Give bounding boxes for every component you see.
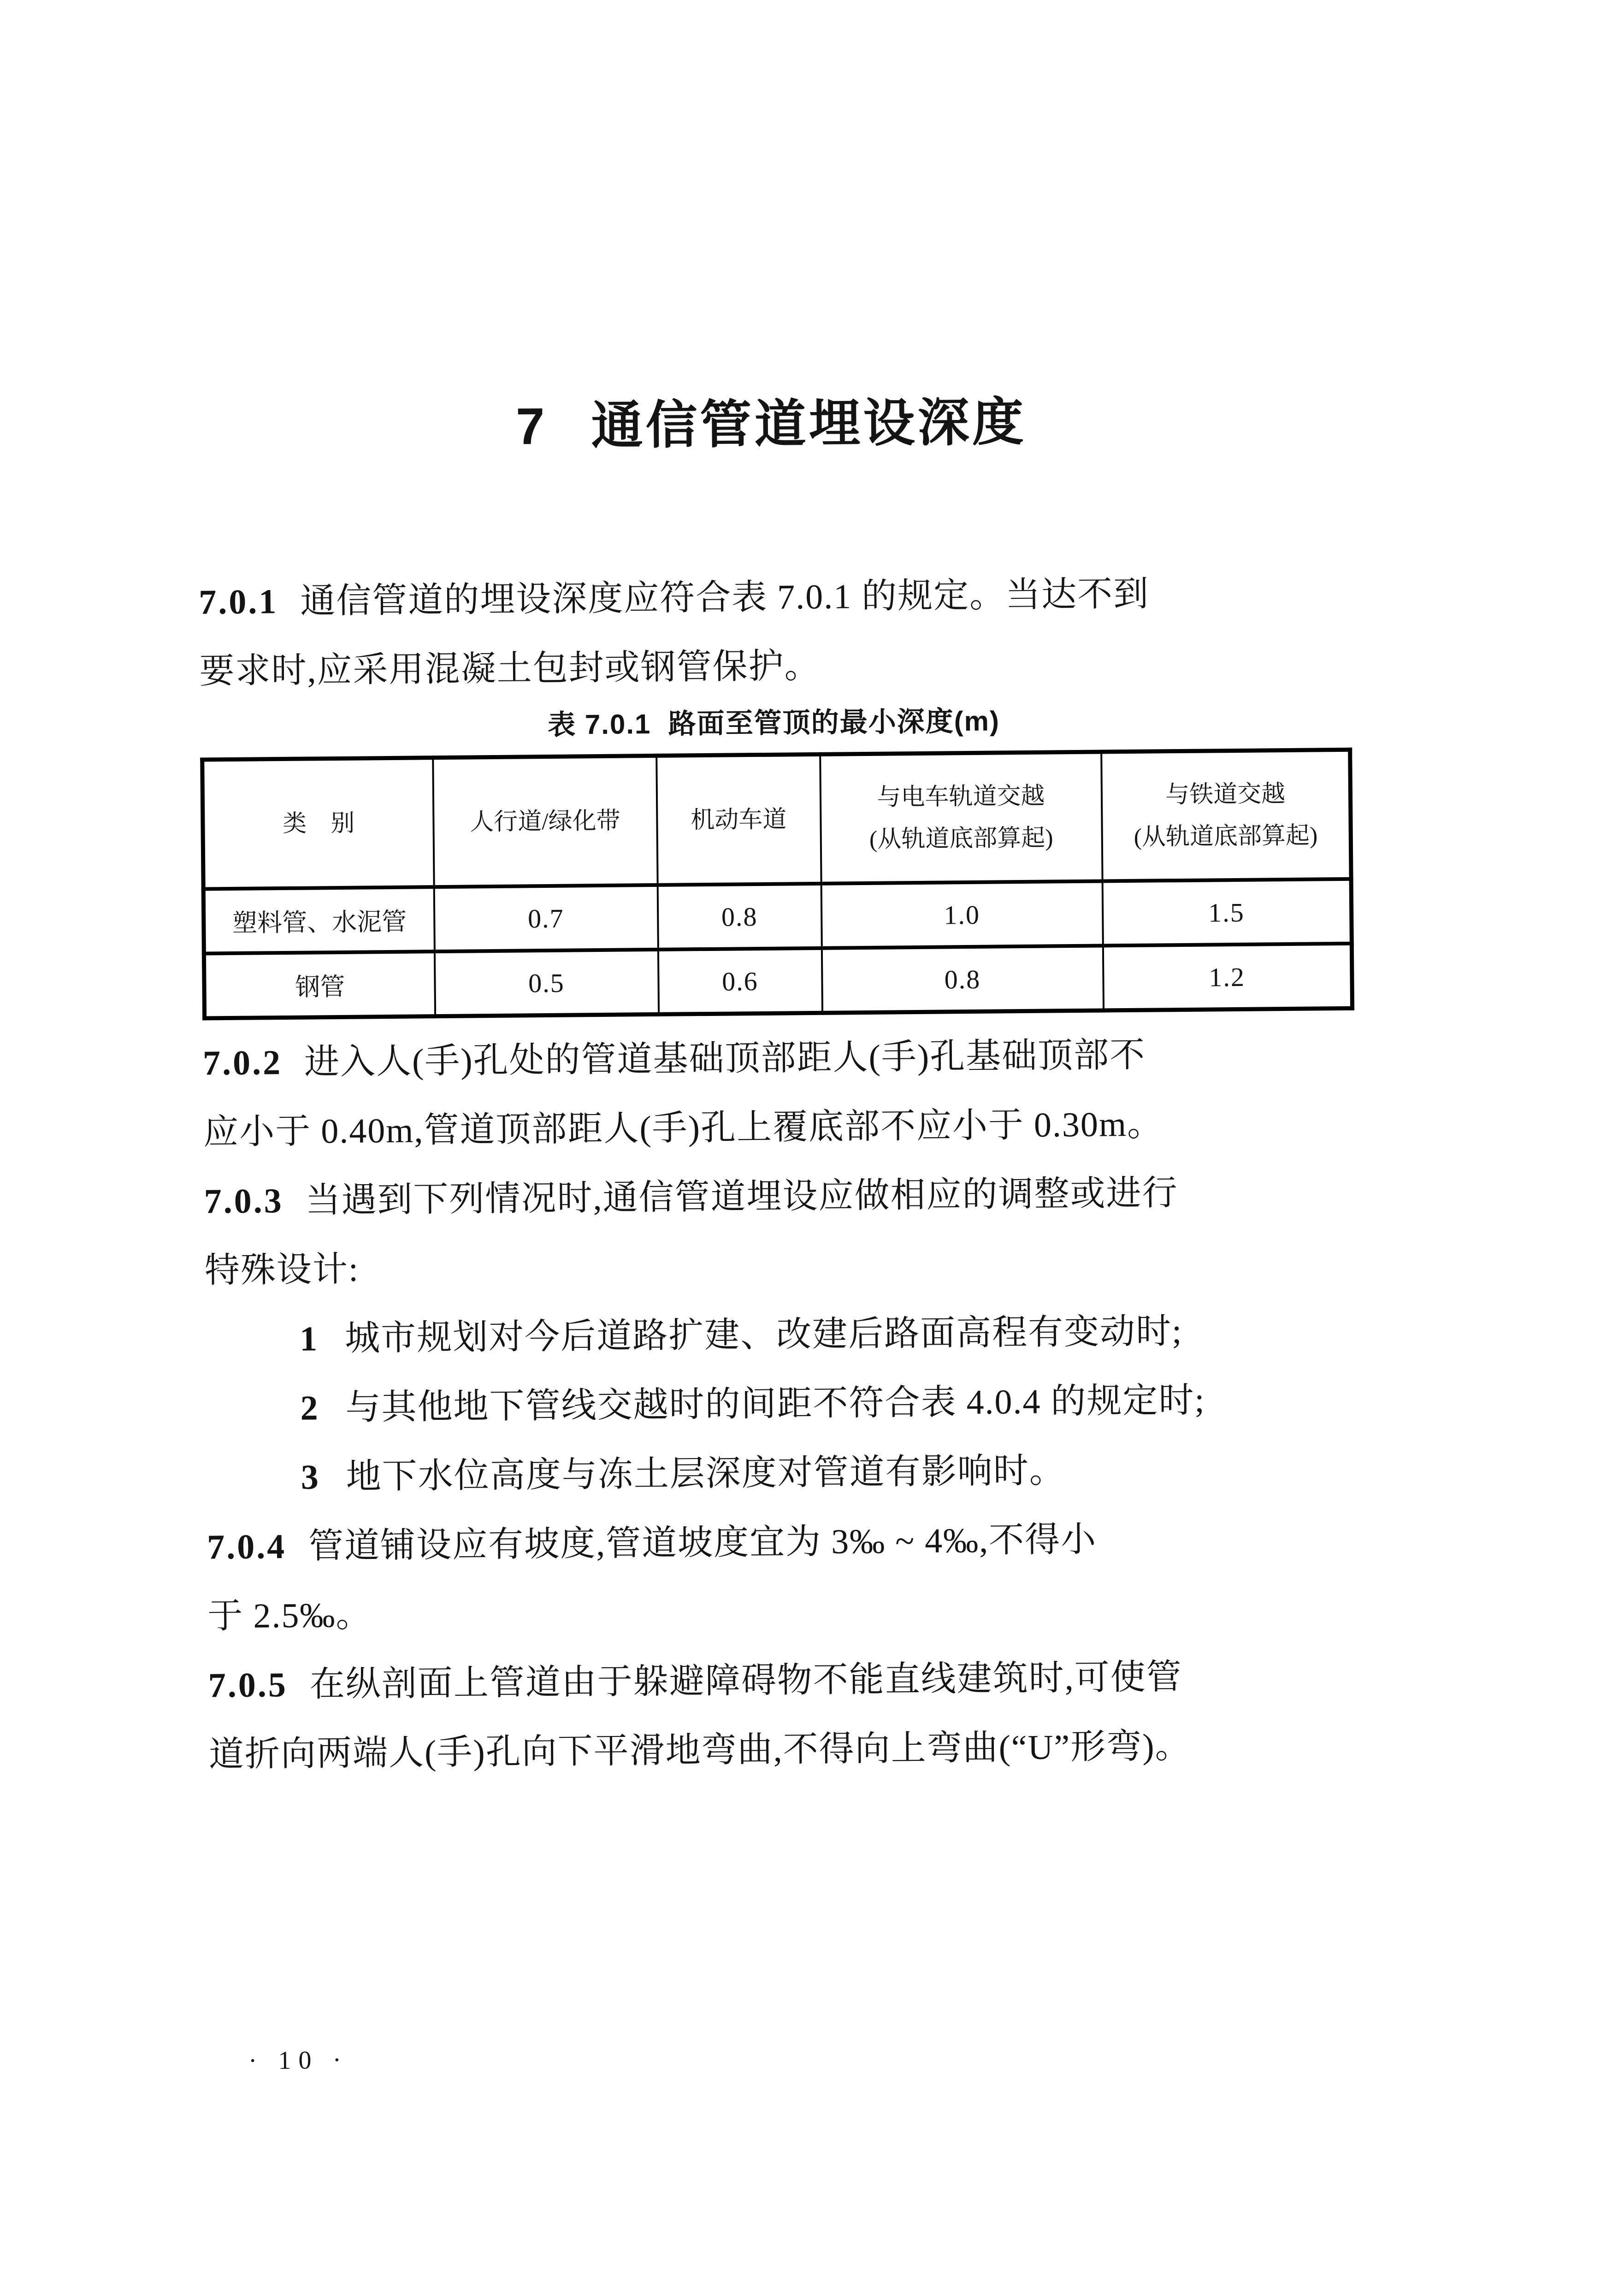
cell-value: 1.5 xyxy=(1102,879,1352,946)
clause-7-0-2 xyxy=(202,1019,1352,1167)
clause-7-0-2-line-2: 应小于 0.40m,管道顶部距人(手)孔上覆底部不应小于 0.30m。 xyxy=(203,1104,1163,1152)
list-item-3-text: 地下水位高度与冻土层深度对管道有影响时。 xyxy=(346,1451,1066,1496)
clause-7-0-1-text: 通信管道的埋设深度应符合表 7.0.1 的规定。当达不到 xyxy=(300,574,1150,621)
clause-7-0-3-items xyxy=(205,1295,1355,1513)
list-item-1 xyxy=(205,1295,1353,1375)
list-item-1-text: 城市规划对今后道路扩建、改建后路面高程有变动时; xyxy=(344,1312,1183,1358)
chapter-title xyxy=(197,383,1345,466)
table-row xyxy=(204,944,1352,1018)
clause-7-0-3 xyxy=(204,1157,1353,1305)
clause-7-0-5-number: 7.0.5 xyxy=(208,1665,288,1705)
clause-7-0-4-number: 7.0.4 xyxy=(207,1527,287,1567)
list-item-2-number: 2 xyxy=(300,1388,319,1428)
clause-7-0-3-line-1 xyxy=(204,1157,1352,1236)
col-header-motorway: 机动车道 xyxy=(656,754,821,885)
list-item-2 xyxy=(206,1364,1354,1444)
cell-value: 0.6 xyxy=(658,948,822,1015)
table-caption: 表 7.0.1 路面至管顶的最小深度(m) xyxy=(547,705,1000,740)
clause-7-0-2-text: 进入人(手)孔处的管道基础顶部距人(手)孔基础顶部不 xyxy=(304,1035,1146,1082)
clause-7-0-2-number: 7.0.2 xyxy=(202,1043,283,1083)
table-header-row xyxy=(202,750,1351,889)
clause-7-0-3-number: 7.0.3 xyxy=(204,1181,283,1221)
chapter-number: 7 xyxy=(515,397,548,455)
clause-7-0-3-line-2: 特殊设计: xyxy=(204,1250,360,1290)
clause-7-0-5-text: 在纵剖面上管道由于躲避障碍物不能直线建筑时,可使管 xyxy=(309,1658,1183,1704)
clause-7-0-5-line-2: 道折向两端人(手)孔向下平滑地弯曲,不得向上弯曲(“U”形弯)。 xyxy=(208,1726,1191,1774)
clause-7-0-4-text: 管道铺设应有坡度,管道坡度宜为 3‰ ~ 4‰,不得小 xyxy=(308,1520,1097,1566)
col-header-railway-crossing: 与铁道交越 (从轨道底部算起) xyxy=(1101,750,1351,881)
list-item-3 xyxy=(206,1434,1354,1513)
clause-7-0-3-text: 当遇到下列情况时,通信管道埋设应做相应的调整或进行 xyxy=(305,1174,1178,1220)
page-number: · 10 · xyxy=(248,2045,349,2075)
clause-7-0-4 xyxy=(207,1503,1356,1651)
cell-value: 0.7 xyxy=(434,885,658,951)
page-content xyxy=(0,380,1624,2079)
col-header-category: 类 别 xyxy=(202,758,434,889)
clause-7-0-5-line-1 xyxy=(208,1641,1356,1720)
cell-value: 0.8 xyxy=(657,884,821,950)
clause-7-0-2-line-1 xyxy=(202,1019,1351,1098)
clause-7-0-5 xyxy=(208,1641,1357,1789)
cell-value: 1.0 xyxy=(821,881,1103,948)
clause-7-0-1-line-2: 要求时,应采用混凝土包封或钢管保护。 xyxy=(199,646,821,691)
cell-value: 0.5 xyxy=(434,950,658,1016)
chapter-title-text: 通信管道埋设深度 xyxy=(591,393,1027,455)
table-7-0-1 xyxy=(200,748,1354,1021)
clause-7-0-4-line-2: 于 2.5‰。 xyxy=(207,1595,372,1636)
clause-7-0-1-line-1 xyxy=(199,558,1347,637)
table-row xyxy=(203,879,1352,954)
list-item-3-number: 3 xyxy=(301,1458,320,1497)
col-header-tram-crossing: 与电车轨道交越 (从轨道底部算起) xyxy=(820,752,1102,884)
col-header-sidewalk: 人行道/绿化带 xyxy=(433,756,657,887)
list-item-1-number: 1 xyxy=(299,1319,319,1358)
clause-7-0-1-number: 7.0.1 xyxy=(198,582,278,622)
cell-value: 1.2 xyxy=(1103,944,1352,1010)
row-label-plastic-cement-pipe: 塑料管、水泥管 xyxy=(203,887,434,953)
cell-value: 0.8 xyxy=(821,945,1103,1013)
list-item-2-text: 与其他地下管线交越时的间距不符合表 4.0.4 的规定时; xyxy=(345,1381,1205,1427)
clause-7-0-1 xyxy=(199,558,1348,706)
clause-7-0-4-line-1 xyxy=(207,1503,1355,1582)
row-label-steel-pipe: 钢管 xyxy=(204,951,435,1018)
